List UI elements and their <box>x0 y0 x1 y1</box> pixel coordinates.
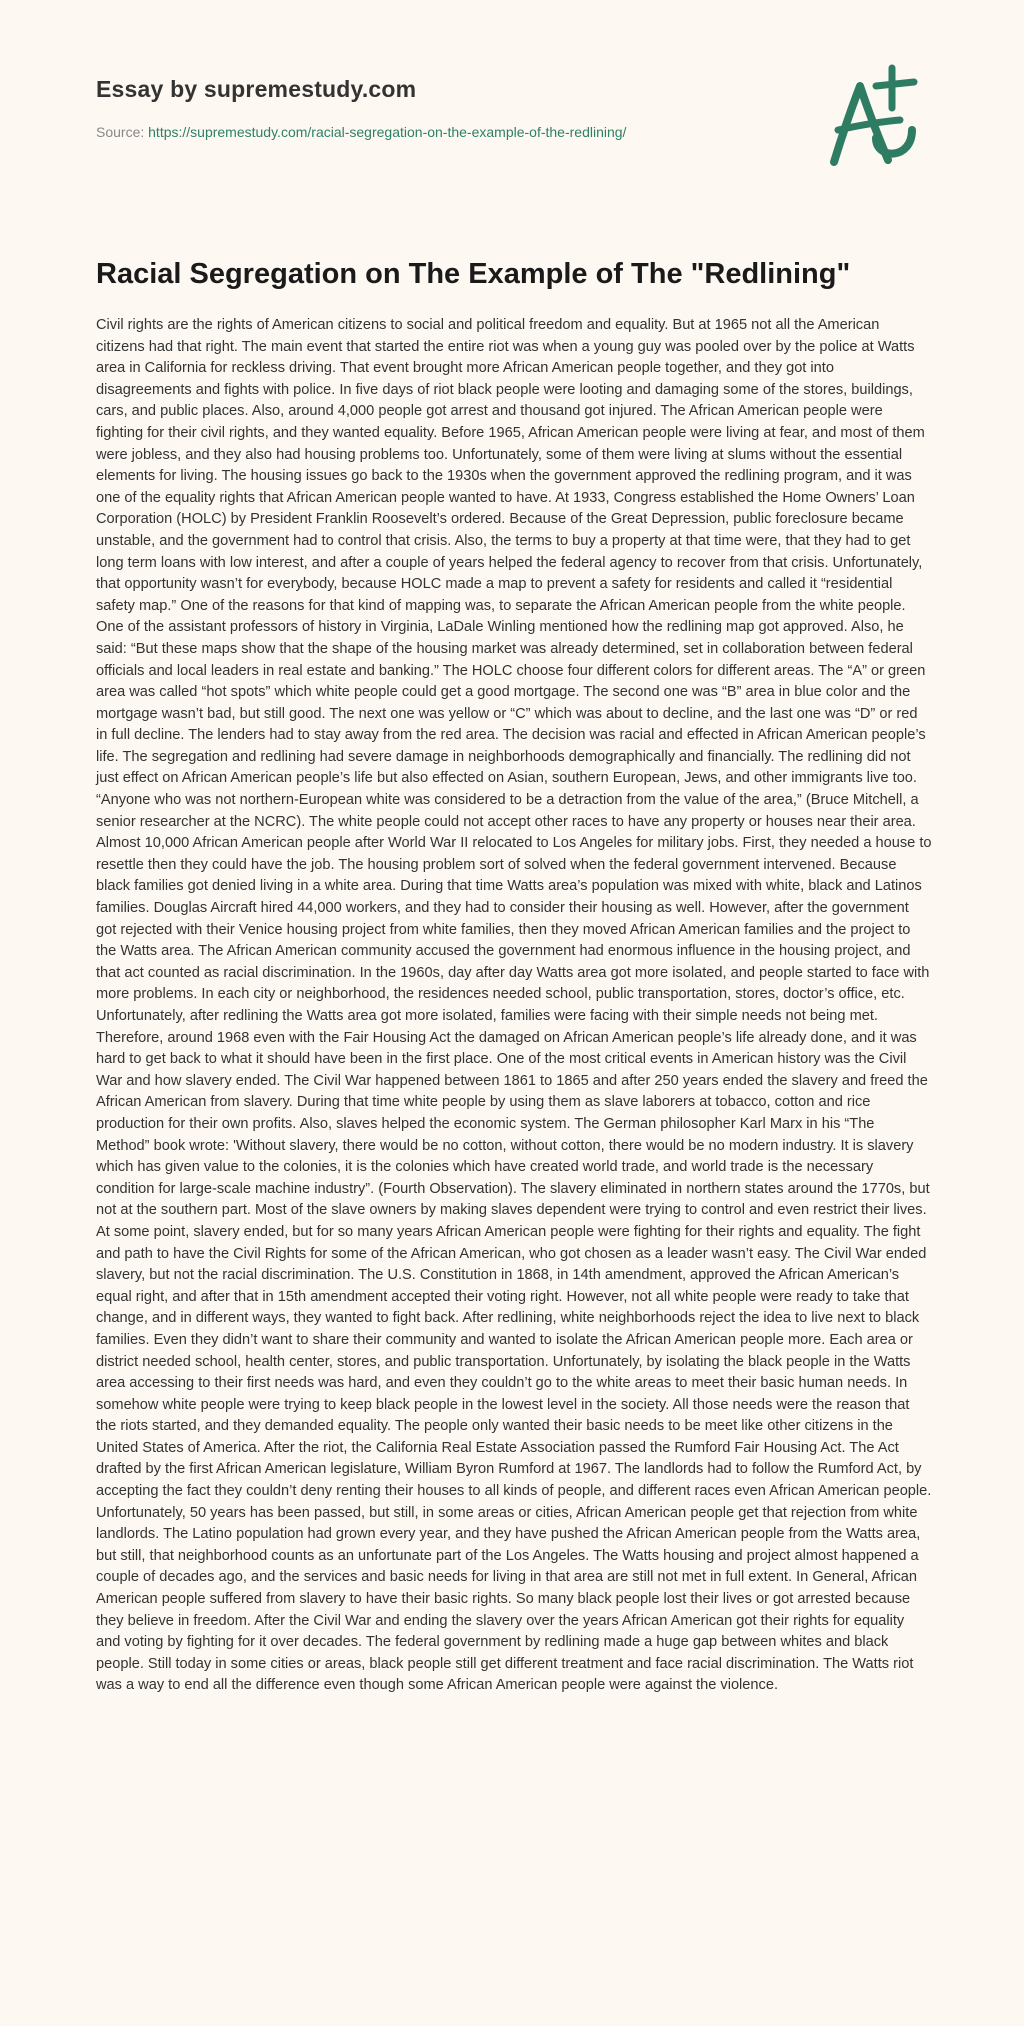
a-plus-logo-icon <box>816 64 928 176</box>
essay-body: Civil rights are the rights of American citizens to social and political freedom and equality. But at 1965 not all the American citizens had that right. The main event that started the entire riot was when a young guy was pooled over by the police at Watts area in California for reckless driving. That event brought more African American people together, and they got into disagreements and fights with police. In five days of riot black people were looting and damaging some of the stores, buildings, cars, and public places. Also, around 4,000 people got arrest and thousand got injured. The African American people were fighting for their civil rights, and they wanted equality. Before 1965, African American people were living at fear, and most of them were jobless, and they also had housing problems too. Unfortunately, some of them were living at slums without the essential elements for living. The housing issues go back to the 1930s when the government approved the redlining program, and it was one of the equality rights that African American people wanted to have. At 1933, Congress established the Home Owners’ Loan Corporation (HOLC) by President Franklin Roosevelt’s ordered. Because of the Great Depression, public foreclosure became unstable, and the government had to control that crisis. Also, the terms to buy a property at that time were, that they had to get long term loans with low interest, and after a couple of years helped the federal agency to recover from that crisis. Unfortunately, that opportunity wasn’t for everybody, because HOLC made a map to prevent a safety for residents and called it “residential safety map.” One of the reasons for that kind of mapping was, to separate the African American people from the white people. One of the assistant professors of history in Virginia, LaDale Winling mentioned how the redlining map got approved. Also, he said: “But these maps show that the shape of the housing market was already determined, set in collaboration between federal officials and local leaders in real estate and banking.” The HOLC choose four different colors for different areas. The “A” or green area was called “hot spots” which white people could get a good mortgage. The second one was “B” area in blue color and the mortgage wasn’t bad, but still good. The next one was yellow or “C” which was about to decline, and the last one was “D” or red in full decline. The lenders had to stay away from the red area. The decision was racial and effected in African American people’s life. The segregation and redlining had severe damage in neighborhoods demographically and financially. The redlining did not just effect on African American people’s life but also effected on Asian, southern European, Jews, and other immigrants live too. “Anyone who was not northern-European white was considered to be a detraction from the value of the area,” (Bruce Mitchell, a senior researcher at the NCRC). The white people could not accept other races to have any property or houses near their area. Almost 10,000 African American people after World War II relocated to Los Angeles for military jobs. First, they needed a house to resettle then they could have the job. The housing problem sort of solved when the federal government intervened. Because black families got denied living in a white area. During that time Watts area’s population was mixed with white, black and Latinos families. Douglas Aircraft hired 44,000 workers, and they had to consider their housing as well. However, after the government got rejected with their Venice housing project from white families, then they moved African American families and the project to the Watts area. The African American community accused the government had enormous influence in the housing project, and that act counted as racial discrimination. In the 1960s, day after day Watts area got more isolated, and people started to face with more problems. In each city or neighborhood, the residences needed school, public transportation, stores, doctor’s office, etc. Unfortunately, after redlining the Watts area got more isolated, families were facing with their simple needs not being met. Therefore, around 1968 even with the Fair Housing Act the damaged on African American people’s life already done, and it was hard to get back to what it should have been in the first place. One of the most critical events in American history was the Civil War and how slavery ended. The Civil War happened between 1861 to 1865 and after 250 years ended the slavery and freed the African American from slavery. During that time white people by using them as slave laborers at tobacco, cotton and rice production for their own profits. Also, slaves helped the economic system. The German philosopher Karl Marx in his “The Method” book wrote: 'Without slavery, there would be no cotton, without cotton, there would be no modern industry. It is slavery which has given value to the colonies, it is the colonies which have created world trade, and world trade is the necessary condition for large-scale machine industry”. (Fourth Observation). The slavery eliminated in northern states around the 1770s, but not at the southern part. Most of the slave owners by making slaves dependent were trying to control and even restrict their lives. At some point, slavery ended, but for so many years African American people were fighting for their rights and equality. The fight and path to have the Civil Rights for some of the African American, who got chosen as a leader wasn’t easy. The Civil War ended slavery, but not the racial discrimination. The U.S. Constitution in 1868, in 14th amendment, approved the African American’s equal right, and after that in 15th amendment accepted their voting right. However, not all white people were ready to take that change, and in different ways, they wanted to fight back. After redlining, white neighborhoods reject the idea to live next to black families. Even they didn’t want to share their community and wanted to isolate the African American people more. Each area or district needed school, health center, stores, and public transportation. Unfortunately, by isolating the black people in the Watts area accessing to their first needs was hard, and even they couldn’t go to the white areas to meet their basic human needs. In somehow white people were trying to keep black people in the lowest level in the society. All those needs were the reason that the riots started, and they demanded equality. The people only wanted their basic needs to be meet like other citizens in the United States of America. After the riot, the California Real Estate Association passed the Rumford Fair Housing Act. The Act drafted by the first African American legislature, William Byron Rumford at 1967. The landlords had to follow the Rumford Act, by accepting the fact they couldn’t deny renting their houses to all kinds of people, and different races even African American people. Unfortunately, 50 years has been passed, but still, in some areas or cities, African American people get that rejection from white landlords. The Latino population had grown every year, and they have pushed the African American people from the Watts area, but still, that neighborhood counts as an unfortunate part of the Los Angeles. The Watts housing and project almost happened a couple of decades ago, and the services and basic needs for living in that area are still not met in full extent. In General, African American people suffered from slavery to have their basic rights. So many black people lost their lives or got arrested because they believe in freedom. After the Civil War and ending the slavery over the years African American got their rights for equality and voting by fighting for it over decades. The federal government by redlining made a huge gap between whites and black people. Still today in some cities or areas, black people still get different treatment and face racial discrimination. The Watts riot was a way to end all the difference even though some African American people were against the violence. <box>96 317 932 1694</box>
page-header <box>96 0 928 170</box>
essay-title: Racial Segregation on The Example of The "Redlining" <box>96 258 851 290</box>
site-title: Essay by supremestudy.com <box>96 76 417 102</box>
source-line <box>96 124 626 140</box>
source-link[interactable]: https://supremestudy.com/racial-segregation-on-the-example-of-the-redlining/ <box>148 124 627 140</box>
source-label: Source: <box>96 124 145 140</box>
